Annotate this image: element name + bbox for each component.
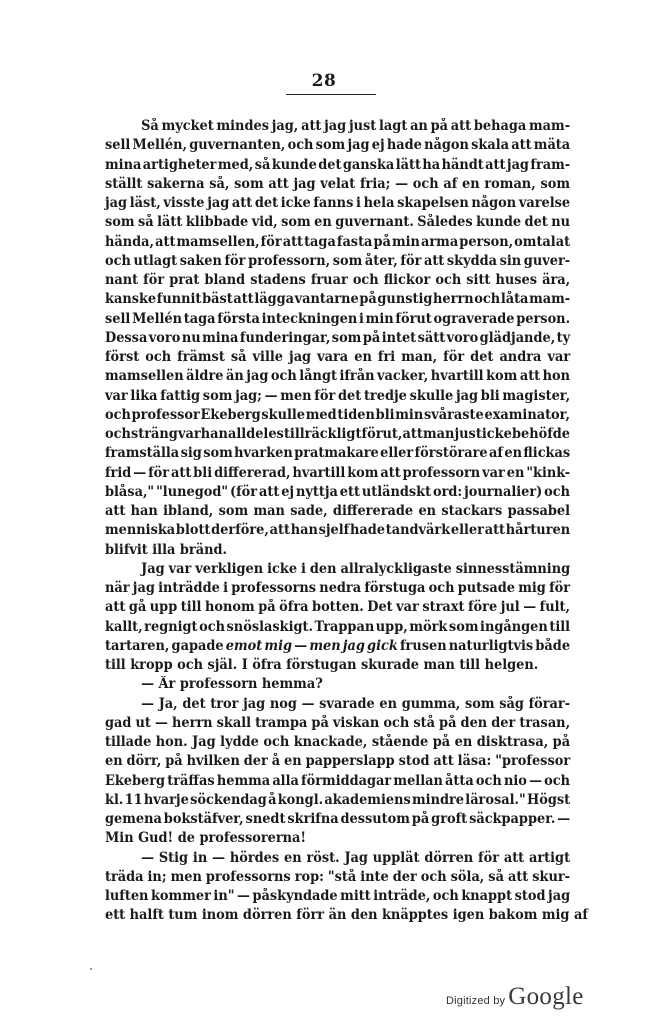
text-line: framställa sig som hvarken pratmakare eller förstörare af en flickas bbox=[105, 445, 571, 462]
text-line: Dessa voro nu mina funderingar, som på intet sätt voro glädjande, ty bbox=[105, 329, 571, 346]
text-line: — Stig in — hördes en röst. Jag upplät dörren för att artigt bbox=[141, 849, 571, 866]
text-line: ställt sakerna så, som att jag velat fria; — och af en roman, som bbox=[105, 175, 570, 192]
text-line: blåsa," "lunegod" (för att ej nyttja ett utländskt ord: journalier) och bbox=[105, 483, 571, 500]
text-line: att han ibland, som man sade, differerade en stackars passabel bbox=[105, 503, 571, 519]
text-line: och utlagt saken för professorn, som åter, för att skydda sin guver- bbox=[105, 252, 571, 269]
text-line: och sträng var han alldeles tillräckligt förut, att man just icke behöfde bbox=[105, 426, 571, 442]
scan-speck bbox=[90, 968, 92, 970]
text-line: nant för prat bland stadens fruar och flickor och sitt huses ära, bbox=[105, 272, 571, 288]
digitization-credit bbox=[446, 983, 584, 1011]
text-line: jag läst, visste jag att det icke fanns i hela skapelsen någon varelse bbox=[105, 195, 571, 211]
text-line: till kropp och själ. I öfra förstugan skurade man till helgen. bbox=[105, 657, 539, 673]
text-line: frid — för att bli differerad, hvartill kom att professorn var en "kink- bbox=[105, 464, 571, 481]
text-line: gad ut — herrn skall trampa på viskan och stå på den der trasan, bbox=[105, 714, 571, 731]
text-line: hända, att mamsellen, för att taga fasta på min arma person, omtalat bbox=[105, 233, 571, 250]
text-line: var lika fattig som jag; — men för det tredje skulle jag bli magister, bbox=[105, 387, 571, 404]
text-line: som så lätt klibbade vid, som en guvernant. Således kunde det nu bbox=[105, 214, 571, 231]
text-line: Jag var verkligen icke i den allralyckligaste sinnesstämning bbox=[141, 560, 571, 577]
text-line: träda in; men professorns rop: "stå inte der och söla, så att skur- bbox=[105, 868, 571, 885]
text-line: först och främst så ville jag vara en fri man, för det andra var bbox=[105, 349, 571, 365]
text-line: sell Mellén, guvernanten, och som jag ej hade någon skala att mäta bbox=[105, 137, 571, 154]
text-line: Ekeberg träffas hemma alla förmiddagar mellan åtta och nio — och bbox=[105, 772, 571, 789]
text-line: att gå upp till honom på öfra botten. Det var straxt före jul — fult, bbox=[105, 599, 571, 616]
text-line: kallt, regnigt och snöslaskigt. Trappan upp, mörk som ingången till bbox=[105, 618, 571, 635]
text-line: gemena bokstäfver, snedt skrifna dessutom på groft säckpapper. — bbox=[105, 811, 571, 827]
body-text bbox=[105, 117, 588, 926]
text-line: tartaren, gapade emot mig — men jag gick frusen naturligtvis både bbox=[105, 637, 571, 654]
text-line: kanske funnit bäst att lägga vantarne på gunstig herrn och låta mam- bbox=[105, 291, 571, 308]
text-line: — Är professorn hemma? bbox=[141, 676, 323, 693]
text-line: sell Mellén taga första inteckningen i min förut ograverade person. bbox=[105, 310, 571, 327]
text-line: blifvit illa bränd. bbox=[105, 541, 228, 558]
text-line: Så mycket mindes jag, att jag just lagt an på att behaga mam- bbox=[141, 118, 571, 134]
google-logo: Google bbox=[508, 983, 584, 1010]
text-line: tillade hon. Jag lydde och knackade, stående på en disktrasa, på bbox=[105, 734, 571, 750]
text-line: kl. 11 hvarje söckendag å kongl. akademiens mindre lärosal." Högst bbox=[105, 791, 571, 808]
text-line: luften kommer in" — påskyndade mitt inträde, och knappt stod jag bbox=[105, 888, 571, 904]
text-line: Min Gud! de professorerna! bbox=[105, 830, 307, 847]
text-line: menniska blott derföre, att han sjelf hade tandvärk eller att hårturen bbox=[105, 522, 571, 539]
text-line: — Ja, det tror jag nog — svarade en gumma, som såg förar- bbox=[141, 695, 571, 712]
text-line: när jag inträdde i professorns nedra förstuga och putsade mig för bbox=[105, 580, 571, 596]
page-number: 28 bbox=[311, 71, 337, 91]
text-line: mamsellen äldre än jag och långt ifrån vacker, hvartill kom att hon bbox=[105, 368, 571, 385]
header-rule bbox=[286, 94, 376, 95]
text-line: och professor Ekeberg skulle med tiden bli min svåraste examinator, bbox=[105, 406, 571, 423]
text-line: en dörr, på hvilken der å en papperslapp stod att läsa: "professor bbox=[105, 753, 571, 770]
text-line: mina artigheter med, så kunde det ganska lätt ha händt att jag fram- bbox=[105, 156, 571, 173]
text-line: ett halft tum inom dörren förr än den knäpptes igen bakom mig af bbox=[105, 907, 588, 924]
digitized-by-label: Digitized by bbox=[446, 995, 506, 1007]
